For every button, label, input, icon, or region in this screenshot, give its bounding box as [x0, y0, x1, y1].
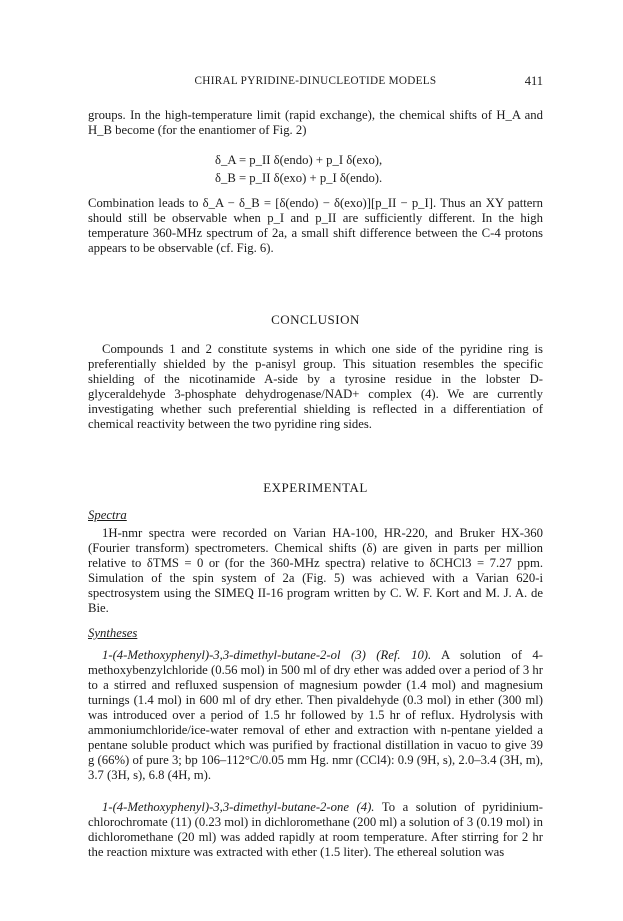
syntheses-subheading: Syntheses	[88, 626, 138, 640]
synthesis-4-text: To a solution of pyridinium-chlorochromate (11) (0.23 mol) in dichloromethane (200 ml) a solution of 3 (0.19 mol) in dichloromethane (20 ml) was added rapidly at room temperature. After stirring for 2 hr the reaction mixture was extracted with ether (1.5 liter). The ethereal solution was	[88, 800, 543, 859]
synthesis-4-paragraph	[88, 800, 543, 860]
page-number: 411	[524, 74, 543, 88]
spectra-paragraph: 1H-nmr spectra were recorded on Varian HA-100, HR-220, and Bruker HX-360 (Fourier transform) spectrometers. Chemical shifts (δ) are given in parts per million relative to δTMS = 0 or (for the 360-MHz spectra) relative to δCHCl3 = 7.27 ppm. Simulation of the spin system of 2a (Fig. 5) was achieved with a Varian 620-i spectrosystem using the SIMEQ II-16 program written by C. W. F. Kort and M. J. A. de Bie.	[88, 526, 543, 615]
synthesis-3-title: 1-(4-Methoxyphenyl)-3,3-dimethyl-butane-2-ol (3) (Ref. 10).	[102, 648, 432, 662]
equation-block	[215, 151, 545, 187]
synthesis-3-paragraph	[88, 648, 543, 783]
conclusion-heading: CONCLUSION	[271, 312, 360, 327]
equation-delta-a: δ_A = p_II δ(endo) + p_I δ(exo),	[215, 153, 383, 167]
page-header	[88, 75, 543, 91]
spectra-subheading: Spectra	[88, 508, 127, 522]
synthesis-3-text: A solution of 4-methoxybenzylchloride (0.56 mol) in 500 ml of dry ether was added over a period of 3 hr to a stirred and refluxed suspension of magnesium powder (1.4 mol) and magnesium turnings (1.4 mol) in 600 ml of dry ether. Then pivaldehyde (0.3 mol) in ether (300 ml) was introduced over a period of 1.5 hr followed by 1.5 hr of reflux. Hydrolysis with ammoniumchloride/ice-water removal of ether and extraction with n-pentane yielded a pentane soluble product which was purified by fractional distillation in vacuo to give 39 g (66%) of pure 3; bp 106–112°C/0.05 mm Hg. nmr (CCl4): 0.9 (9H, s), 2.0–3.4 (3H, m), 3.7 (3H, s), 6.8 (4H, m).	[88, 648, 543, 782]
intro-paragraph: groups. In the high-temperature limit (rapid exchange), the chemical shifts of H_A and H_B become (for the enantiomer of Fig. 2)	[88, 108, 543, 137]
synthesis-4-title: 1-(4-Methoxyphenyl)-3,3-dimethyl-butane-2-one (4).	[102, 800, 375, 814]
conclusion-paragraph: Compounds 1 and 2 constitute systems in which one side of the pyridine ring is preferentially shielded by the p-anisyl group. This situation resembles the specific shielding of the nicotinamide A-side by a tyrosine residue in the lobster D-glyceraldehyde 3-phosphate dehydrogenase/NAD+ complex (4). We are currently investigating whether such preferential shielding is reflected in a differentiation of chemical reactivity between the two pyridine ring sides.	[88, 342, 543, 431]
running-title: CHIRAL PYRIDINE-DINUCLEOTIDE MODELS	[194, 75, 437, 87]
experimental-heading: EXPERIMENTAL	[263, 480, 368, 495]
equation-delta-b: δ_B = p_II δ(exo) + p_I δ(endo).	[215, 171, 383, 185]
combination-paragraph: Combination leads to δ_A − δ_B = [δ(endo) − δ(exo)][p_II − p_I]. Thus an XY pattern should still be observable when p_I and p_II are sufficiently different. In the high temperature 360-MHz spectrum of 2a, a small shift difference between the C-4 protons appears to be observable (cf. Fig. 6).	[88, 196, 543, 255]
